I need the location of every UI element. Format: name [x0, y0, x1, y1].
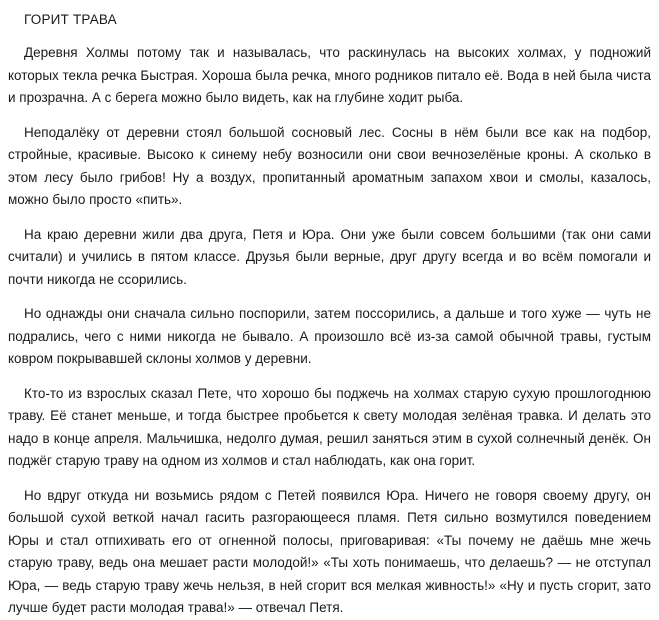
paragraph-5: Кто-то из взрослых сказал Пете, что хорошо бы поджечь на холмах старую сухую прошлогоднюю траву. Её станет меньше, и тогда быстрее пробьется к свету молодая зелёная травка. И делать это надо в конце апреля. Мальчишка, недолго думая, решил заняться этим в сухой солнечный денёк. Он поджёг старую траву на одном из холмов и стал наблюдать, как она горит. [8, 385, 651, 468]
paragraph-3: На краю деревни жили два друга, Петя и Юра. Они уже были совсем большими (так они сами считали) и учились в пятом классе. Друзья были верные, друг другу всегда и во всём помогали и почти никогда не ссорились. [8, 226, 651, 287]
paragraph-6: Но вдруг откуда ни возьмись рядом с Петей появился Юра. Ничего не говоря своему другу, он большой сухой веткой начал гасить разгорающееся пламя. Петя сильно возмутился поведением Юры и стал отпихивать его от огненной полосы, приговаривая: «Ты почему не даёшь мне жечь старую траву, ведь она мешает расти молодой!» «Ты хоть понимаешь, что делаешь? — не отступал Юра, — ведь старую траву жечь нельзя, в ней сгорит вся мелкая живность!» «Ну и пусть сгорит, зато лучше будет расти молодая трава!» — отвечал Петя. [8, 487, 651, 615]
paragraph-2: Неподалёку от деревни стоял большой сосновый лес. Сосны в нём были все как на подбор, стройные, красивые. Высоко к синему небу возносили они свои вечнозелёные кроны. А сколько в этом лесу было грибов! Ну а воздух, пропитанный ароматным запахом хвои и смолы, казалось, можно было просто «пить». [8, 124, 651, 207]
story-title: ГОРИТ ТРАВА [24, 12, 117, 27]
paragraph-4: Но однажды они сначала сильно поспорили, затем поссорились, а дальше и того хуже — чуть не подрались, чего с ними никогда не бывало. А произошло всё из-за самой обычной травы, густым ковром покрывавшей склоны холмов у деревни. [8, 306, 651, 366]
paragraph-1: Деревня Холмы потому так и называлась, что раскинулась на высоких холмах, у подножий которых текла речка Быстрая. Хороша была речка, много родников питало её. Вода в ней была чиста и прозрачна. А с берега можно было видеть, как на глубине ходит рыба. [8, 45, 651, 105]
